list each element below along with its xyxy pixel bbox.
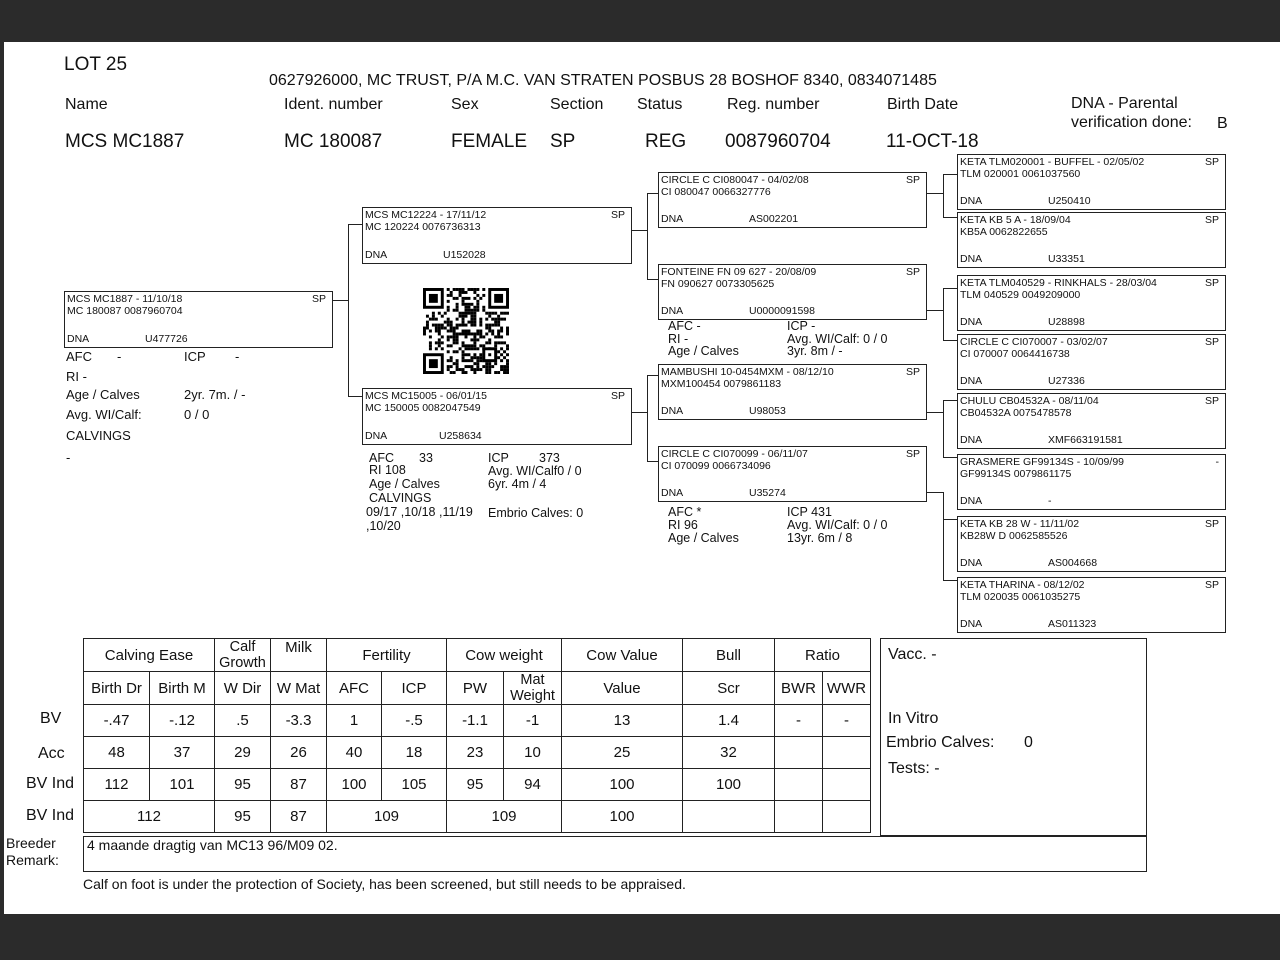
sire-sire-section: SP (905, 174, 920, 186)
gen3-dna: U28898 (1048, 316, 1085, 328)
cell: 94 (504, 769, 562, 801)
dam-dam-dna-label: DNA (661, 487, 684, 499)
dam-dam-dna: U35274 (749, 487, 786, 499)
remark-label-2: Remark: (6, 852, 59, 868)
row-label-bv-ind-1: BV Ind (26, 775, 75, 792)
gen3-dna: AS011323 (1048, 618, 1097, 630)
gen3-box-8 (957, 577, 1226, 633)
cell: -1 (504, 705, 562, 737)
gen3-id: CI 070007 0064416738 (960, 348, 1070, 360)
gen3-dna-label: DNA (960, 316, 983, 328)
gen3-box-2 (957, 212, 1226, 268)
acc-row (84, 737, 871, 769)
gen3-section: SP (1204, 277, 1219, 289)
dam-dam-afc: AFC * (668, 505, 702, 519)
dam-sire-dna: U98053 (749, 405, 786, 417)
cell: 13 (562, 705, 683, 737)
gen3-dna: AS004668 (1048, 557, 1098, 569)
group-cow-weight: Cow weight (447, 639, 562, 672)
header-status: Status (637, 96, 683, 113)
sire-dna: U152028 (443, 249, 486, 261)
cell: 95 (215, 801, 271, 833)
dam-box (362, 388, 632, 445)
subject-box (64, 291, 333, 348)
gen3-box-4 (957, 334, 1226, 390)
animal-section: SP (550, 131, 576, 152)
animal-sex: FEMALE (451, 131, 528, 152)
gen3-title: KETA TLM040529 - RINKHALS - 28/03/04 (960, 277, 1157, 289)
sire-dam-afc: AFC - (668, 319, 701, 333)
dam-calvings-2: ,10/20 (366, 519, 401, 533)
cell: -.5 (382, 705, 447, 737)
dam-dna: U258634 (439, 430, 482, 442)
sire-dam-id: FN 090627 0073305625 (661, 278, 775, 290)
sub-w-mat: W Mat (271, 672, 327, 705)
cell (775, 769, 823, 801)
cell: 112 (84, 769, 150, 801)
cell: 26 (271, 737, 327, 769)
gen3-box-1 (957, 154, 1226, 210)
row-label-acc: Acc (38, 745, 65, 762)
cell: 109 (447, 801, 562, 833)
cell: 105 (382, 769, 447, 801)
remark-text: 4 maande dragtig van MC13 96/M09 02. (87, 837, 338, 853)
sire-dam-ri: RI - (668, 332, 689, 346)
cell: 87 (271, 801, 327, 833)
gen3-id: TLM 040529 0049209000 (960, 289, 1081, 301)
cell (775, 801, 823, 833)
gen3-section: SP (1204, 156, 1219, 168)
header-name: Name (65, 96, 108, 113)
dam-dam-icp: ICP 431 (787, 505, 832, 519)
gen3-id: GF99134S 0079861175 (960, 468, 1072, 480)
cell: 87 (271, 769, 327, 801)
dam-icp-label: ICP (488, 451, 509, 465)
subject-dna: U477726 (145, 333, 188, 345)
sire-sire-dna: AS002201 (749, 213, 799, 225)
subject-afc: - (117, 349, 122, 364)
sire-dam-dna: U0000091598 (749, 305, 815, 317)
group-cow-value: Cow Value (562, 639, 683, 672)
gen3-id: TLM 020035 0061035275 (960, 591, 1081, 603)
gen3-dna-label: DNA (960, 195, 983, 207)
header-reg: Reg. number (727, 96, 820, 113)
subject-age-label: Age / Calves (66, 387, 140, 402)
cell (683, 801, 775, 833)
gen3-title: KETA KB 5 A - 18/09/04 (960, 214, 1071, 226)
dam-icp: 373 (539, 451, 560, 465)
bv-row (84, 705, 871, 737)
cell: -.47 (84, 705, 150, 737)
cell (823, 737, 871, 769)
gen3-title: CIRCLE C CI070007 - 03/02/07 (960, 336, 1108, 348)
subject-title: MCS MC1887 - 11/10/18 (67, 293, 183, 305)
dam-sire-id: MXM100454 0079861183 (661, 378, 782, 390)
sire-dam-age-label: Age / Calves (668, 344, 739, 358)
sub-scr: Scr (683, 672, 775, 705)
dam-wi: Avg. WI/Calf0 / 0 (488, 464, 582, 478)
sub-w-dir: W Dir (215, 672, 271, 705)
sub-header-row (84, 672, 871, 705)
gen3-section: SP (1204, 214, 1219, 226)
gen3-id: KB5A 0062822655 (960, 226, 1048, 238)
header-sex: Sex (451, 96, 479, 113)
bv-ind-row-2 (84, 801, 871, 833)
header-ident: Ident. number (284, 96, 383, 113)
gen3-section: SP (1204, 336, 1219, 348)
sub-wwr: WWR (823, 672, 871, 705)
cell: 29 (215, 737, 271, 769)
group-bull: Bull (683, 639, 775, 672)
sire-sire-box (658, 172, 927, 228)
cell: 10 (504, 737, 562, 769)
sub-afc: AFC (327, 672, 382, 705)
animal-name: MCS MC1887 (65, 131, 185, 152)
gen3-section: - (1215, 456, 1219, 468)
sire-dam-section: SP (905, 266, 920, 278)
subject-icp-label: ICP (184, 349, 206, 364)
header-dna-2: verification done: (1071, 114, 1192, 131)
cell: 18 (382, 737, 447, 769)
gen3-section: SP (1204, 579, 1219, 591)
sub-value: Value (562, 672, 683, 705)
dam-age: 6yr. 4m / 4 (488, 477, 547, 491)
dam-dam-wi: Avg. WI/Calf: 0 / 0 (787, 518, 888, 532)
gen3-dna-label: DNA (960, 557, 983, 569)
gen3-section: SP (1204, 518, 1219, 530)
dam-dam-title: CIRCLE C CI070099 - 06/11/07 (661, 448, 808, 460)
gen3-dna-label: DNA (960, 495, 983, 507)
gen3-dna-label: DNA (960, 375, 983, 387)
gen3-title: CHULU CB04532A - 08/11/04 (960, 395, 1099, 407)
gen3-section: SP (1204, 395, 1219, 407)
vacc-label: Vacc. - (888, 646, 937, 663)
dam-dam-age: 13yr. 6m / 8 (787, 531, 853, 545)
dam-id: MC 150005 0082047549 (365, 402, 481, 414)
animal-ident: MC 180087 (284, 131, 383, 152)
subject-id: MC 180087 0087960704 (67, 305, 183, 317)
subject-calvings: - (66, 450, 71, 465)
cell: 23 (447, 737, 504, 769)
sire-section: SP (610, 209, 625, 221)
header-dna-1: DNA - Parental (1071, 95, 1178, 112)
cell (823, 801, 871, 833)
cell: 40 (327, 737, 382, 769)
row-label-bv: BV (40, 710, 62, 727)
dam-sire-dna-label: DNA (661, 405, 684, 417)
cell: 48 (84, 737, 150, 769)
cell: 32 (683, 737, 775, 769)
lot-number: LOT 25 (64, 54, 128, 75)
gen3-id: KB28W D 0062585526 (960, 530, 1068, 542)
row-label-bv-ind-2: BV Ind (26, 807, 75, 824)
cell: -1.1 (447, 705, 504, 737)
gen3-id: TLM 020001 0061037560 (960, 168, 1081, 180)
cell: 37 (150, 737, 215, 769)
dam-dam-age-label: Age / Calves (668, 531, 739, 545)
gen3-id: CB04532A 0075478578 (960, 407, 1072, 419)
subject-afc-label: AFC (66, 349, 92, 364)
animal-birth: 11-OCT-18 (886, 131, 979, 152)
cell (775, 737, 823, 769)
sub-bwr: BWR (775, 672, 823, 705)
dam-dam-section: SP (905, 448, 920, 460)
sire-dam-icp: ICP - (787, 319, 816, 333)
dam-afc: 33 (419, 451, 433, 465)
cell (823, 769, 871, 801)
embrio-calves-value: 0 (1024, 734, 1033, 751)
cell: 25 (562, 737, 683, 769)
pedigree-page (4, 42, 1280, 914)
cell: 100 (683, 769, 775, 801)
cell: 100 (562, 769, 683, 801)
gen3-title: GRASMERE GF99134S - 10/09/99 (960, 456, 1124, 468)
group-calf-growth: Calf Growth (215, 639, 271, 672)
cell: 100 (327, 769, 382, 801)
group-header-row (84, 639, 871, 672)
dam-dna-label: DNA (365, 430, 388, 442)
remark-box (83, 836, 1147, 872)
gen3-box-5 (957, 393, 1226, 449)
subject-dna-label: DNA (67, 333, 90, 345)
dam-afc-label: AFC (369, 451, 394, 465)
dam-calvings-label: CALVINGS (369, 491, 432, 505)
gen3-title: KETA KB 28 W - 11/11/02 (960, 518, 1080, 530)
dam-dam-ri: RI 96 (668, 518, 698, 532)
embrio-calves-label: Embrio Calves: (886, 734, 995, 751)
cell: .5 (215, 705, 271, 737)
dam-age-label: Age / Calves (369, 477, 440, 491)
sire-dna-label: DNA (365, 249, 388, 261)
cell: 1 (327, 705, 382, 737)
cell: - (775, 705, 823, 737)
subject-ri: RI - (66, 369, 87, 384)
gen3-dna-label: DNA (960, 253, 983, 265)
gen3-box-3 (957, 275, 1226, 331)
gen3-dna: U33351 (1048, 253, 1085, 265)
cell: 101 (150, 769, 215, 801)
sub-pw: PW (447, 672, 504, 705)
gen3-dna-label: DNA (960, 434, 983, 446)
cell: -.12 (150, 705, 215, 737)
cell: 100 (562, 801, 683, 833)
sire-id: MC 120224 0076736313 (365, 221, 481, 233)
gen3-box-6 (957, 454, 1226, 510)
group-milk: Milk (271, 639, 327, 672)
gen3-dna-label: DNA (960, 618, 983, 630)
dam-title: MCS MC15005 - 06/01/15 (365, 390, 487, 402)
group-fertility: Fertility (327, 639, 447, 672)
dam-dam-box (658, 446, 927, 502)
animal-dna-verification: B (1217, 115, 1228, 132)
sire-dam-dna-label: DNA (661, 305, 684, 317)
vaccination-panel (880, 638, 1147, 836)
gen3-title: KETA TLM020001 - BUFFEL - 02/05/02 (960, 156, 1145, 168)
sire-title: MCS MC12224 - 17/11/12 (365, 209, 487, 221)
breeding-values-table (83, 638, 871, 833)
gen3-dna: U27336 (1048, 375, 1085, 387)
sub-birth-m: Birth M (150, 672, 215, 705)
sub-icp: ICP (382, 672, 447, 705)
subject-wi: 0 / 0 (184, 407, 210, 422)
qr-code-image (423, 288, 509, 374)
sire-dam-wi: Avg. WI/Calf: 0 / 0 (787, 332, 888, 346)
sire-dam-box (658, 264, 927, 320)
gen3-dna: U250410 (1048, 195, 1091, 207)
sire-dam-title: FONTEINE FN 09 627 - 20/08/09 (661, 266, 817, 278)
gen3-dna: - (1048, 495, 1052, 507)
dam-embrio: Embrio Calves: 0 (488, 506, 584, 520)
cell: -3.3 (271, 705, 327, 737)
dam-calvings-1: 09/17 ,10/18 ,11/19 (366, 505, 473, 519)
cell: - (823, 705, 871, 737)
group-calving-ease: Calving Ease (84, 639, 215, 672)
sire-sire-id: CI 080047 0066327776 (661, 186, 771, 198)
dam-sire-title: MAMBUSHI 10-0454MXM - 08/12/10 (661, 366, 834, 378)
gen3-box-7 (957, 516, 1226, 572)
dam-section: SP (610, 390, 625, 402)
sire-box (362, 207, 632, 264)
sire-sire-dna-label: DNA (661, 213, 684, 225)
subject-wi-label: Avg. WI/Calf: (66, 407, 142, 422)
sire-sire-title: CIRCLE C CI080047 - 04/02/08 (661, 174, 809, 186)
subject-section: SP (311, 293, 326, 305)
animal-reg: 0087960704 (725, 131, 831, 152)
dam-sire-section: SP (905, 366, 920, 378)
sire-dam-age: 3yr. 8m / - (787, 344, 843, 358)
gen3-title: KETA THARINA - 08/12/02 (960, 579, 1085, 591)
footer-note: Calf on foot is under the protection of Society, has been screened, but still needs to be appraised. (83, 876, 686, 892)
tests-label: Tests: - (888, 760, 940, 777)
owner-line: 0627926000, MC TRUST, P/A M.C. VAN STRATEN POSBUS 28 BOSHOF 8340, 0834071485 (269, 72, 937, 89)
subject-age: 2yr. 7m. / - (184, 387, 246, 402)
subject-icp: - (235, 349, 240, 364)
header-birth: Birth Date (887, 96, 959, 113)
dam-sire-box (658, 364, 927, 420)
cell: 1.4 (683, 705, 775, 737)
animal-status: REG (645, 131, 687, 152)
sub-mat-weight: Mat Weight (504, 672, 562, 705)
group-ratio: Ratio (775, 639, 871, 672)
header-section: Section (550, 96, 604, 113)
invitro-label: In Vitro (888, 710, 939, 727)
bv-ind-row-1 (84, 769, 871, 801)
cell: 95 (447, 769, 504, 801)
remark-label-1: Breeder (6, 835, 56, 851)
cell: 95 (215, 769, 271, 801)
cell: 112 (84, 801, 215, 833)
gen3-dna: XMF663191581 (1048, 434, 1123, 446)
cell: 109 (327, 801, 447, 833)
dam-dam-id: CI 070099 0066734096 (661, 460, 771, 472)
dam-ri: RI 108 (369, 463, 406, 477)
sub-birth-dr: Birth Dr (84, 672, 150, 705)
subject-calvings-label: CALVINGS (66, 428, 131, 443)
